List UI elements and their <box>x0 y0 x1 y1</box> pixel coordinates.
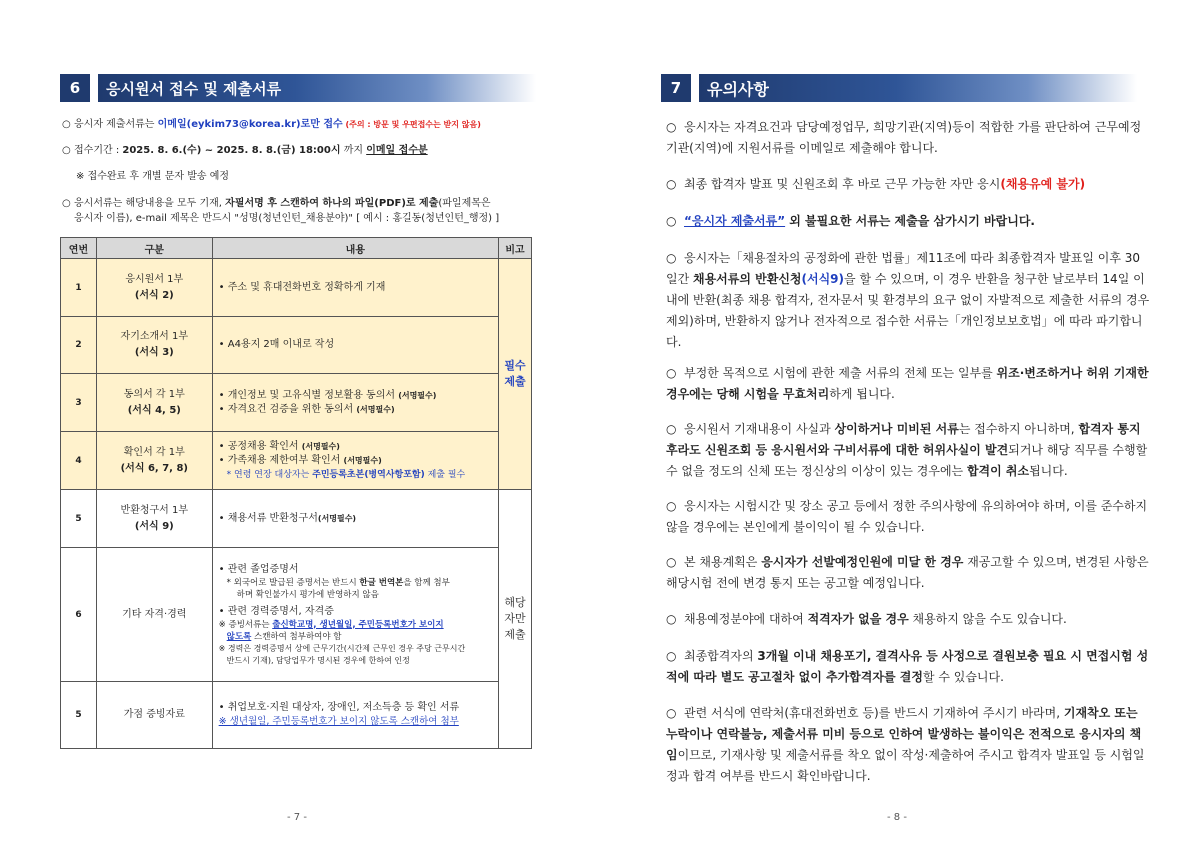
section-7-header <box>661 74 1137 102</box>
notice-item: ○ 부정한 목적으로 시험에 관한 제출 서류의 전체 또는 일부를 위조·변조하거나 허위 기재한 경우에는 당해 시험을 무효처리하게 됩니다. <box>666 366 1149 401</box>
notice-item: ○ 최종 합격자 발표 및 신원조회 후 바로 근무 가능한 자만 응시(채용유예 불가) <box>666 177 1086 191</box>
paragraph-period: ○ 접수기간 : 2025. 8. 6.(수) ~ 2025. 8. 8.(금) 18:00시 까지 이메일 접수분 <box>62 145 428 156</box>
paragraph-file-instructions: ○ 응시서류는 해당내용을 모두 기재, 자필서명 후 스캔하여 하나의 파일(PDF)로 제출(파일제목은 응시자 이름), e-mail 제목은 반드시 "성명(청년인턴_채용분야)" [ 예시 : 홍길동(청년인턴_행정) ] <box>62 198 500 224</box>
paragraph-submission: ○ 응시자 제출서류는 이메일(eykim73@korea.kr)로만 접수 (주의 : 방문 및 우편접수는 받지 않음) <box>62 119 481 130</box>
notice-item: ○ 응시자는 자격요건과 담당예정업무, 희망기관(지역)등이 적합한 가를 판단하여 근무예정기관(지역)에 지원서류를 이메일로 제출해야 합니다. <box>666 120 1142 155</box>
section-title: 응시원서 접수 및 제출서류 <box>98 74 536 102</box>
section-title: 유의사항 <box>699 74 1137 102</box>
col-header-note: 비고 <box>499 238 532 259</box>
notice-item: ○ 최종합격자의 3개월 이내 채용포기, 결격사유 등 사정으로 결원보충 필요 시 면접시험 성적에 따라 별도 공고절차 없이 추가합격자를 결정할 수 있습니다. <box>666 649 1149 684</box>
notice-item: ○ 응시원서 기재내용이 사실과 상이하거나 미비된 서류는 접수하지 아니하며, 합격자 통지 후라도 신원조회 등 응시원서와 구비서류에 대한 허위사실이 발견되거나 해당 직무를 수행할 수 없을 정도의 신체 또는 정신상의 이상이 있는 경우에는 합격이 취소됩니다. <box>666 422 1148 478</box>
table-row: 4 확인서 각 1부 (서식 6, 7, 8) • 공정채용 확인서 (서명필수) • 가족채용 제한여부 확인서 (서명필수) * 연령 연장 대상자는 주민등록초본(병역사항포함) 제출 필수 <box>61 432 532 490</box>
page-number-right: - 8 - <box>887 812 907 823</box>
notice-item: ○ 본 채용계획은 응시자가 선발예정인원에 미달 한 경우 재공고할 수 있으며, 변경된 사항은 해당시험 전에 변경 통지 또는 공고할 예정입니다. <box>666 555 1149 590</box>
col-header-category: 구분 <box>96 238 212 259</box>
note-applicable: 해당 자만 제출 <box>499 490 532 749</box>
notice-item: ○ “응시자 제출서류” 외 불필요한 서류는 제출을 삼가시기 바랍니다. <box>666 214 1035 228</box>
notice-item: ○ 채용예정분야에 대하여 적격자가 없을 경우 채용하지 않을 수도 있습니다. <box>666 612 1067 626</box>
notice-item: ○ 응시자는「채용절차의 공정화에 관한 법률」제11조에 따라 최종합격자 발표일 이후 30일간 채용서류의 반환신청(서식9)을 할 수 있으며, 이 경우 반환을 청구한 날로부터 14일 이내에 반환(최종 채용 합격자, 전자문서 및 환경부의 요구 없이 자발적으로 제출한 서류의 경우 제외)하며, 반환하지 않거나 전자적으로 접수한 서류는「개인정보보호법」에 따라 파기합니다. <box>666 251 1150 349</box>
section-number: 6 <box>60 74 90 102</box>
requirements-table <box>60 237 532 749</box>
table-row: 2 자기소개서 1부 (서식 3) • A4용지 2매 이내로 작성 <box>61 317 532 374</box>
page-number-left: - 7 - <box>287 812 307 823</box>
section-number: 7 <box>661 74 691 102</box>
table-row: 5 가점 증빙자료 • 취업보호·지원 대상자, 장애인, 저소득층 등 확인 서류 ※ 생년월일, 주민등록번호가 보이지 않도록 스캔하여 첨부 <box>61 682 532 749</box>
paragraph-sms-note: ※ 접수완료 후 개별 문자 발송 예정 <box>76 171 230 182</box>
col-header-no: 연번 <box>61 238 97 259</box>
note-required: 필수 제출 <box>499 259 532 490</box>
section-6-header <box>60 74 536 102</box>
col-header-content: 내용 <box>212 238 498 259</box>
notice-item: ○ 응시자는 시험시간 및 장소 공고 등에서 정한 주의사항에 유의하여야 하며, 이를 준수하지 않을 경우에는 본인에게 불이익이 될 수 있습니다. <box>666 499 1148 534</box>
table-row: 3 동의서 각 1부 (서식 4, 5) • 개인정보 및 고유식별 정보활용 동의서 (서명필수) • 자격요건 검증을 위한 동의서 (서명필수) <box>61 374 532 432</box>
table-row: 1 응시원서 1부 (서식 2) • 주소 및 휴대전화번호 정확하게 기재 필수 제출 <box>61 259 532 317</box>
notice-item: ○ 관련 서식에 연락처(휴대전화번호 등)를 반드시 기재하여 주시기 바라며, 기재착오 또는 누락이나 연락불능, 제출서류 미비 등으로 인하여 발생하는 불이익은 전적으로 응시자의 책임이므로, 기재사항 및 제출서류를 착오 없이 작성·제출하여 주시고 합격자 발표일 등 시험일정과 합격 여부를 반드시 확인바랍니다. <box>666 706 1145 783</box>
table-row: 6 기타 자격·경력 • 관련 졸업증명서 * 외국어로 발급된 증명서는 반드시 한글 번역본을 함께 첨부 하며 확인불가시 평가에 반영하지 않음 • 관련 경력증명서, 자격증 ※ 증빙서류는 출신학교명, 생년월일, 주민등록번호가 보이지 않도록 스캔하여 첨부하여야 함 ※ 경력은 경력증명서 상에 근무기간(시간제 근무인 경우 주당 근무시간 반드시 기재), 담당업무가 명시된 경우에 한하여 인정 <box>61 548 532 682</box>
table-row: 5 반환청구서 1부 (서식 9) • 채용서류 반환청구서(서명필수) 해당 자만 제출 <box>61 490 532 548</box>
